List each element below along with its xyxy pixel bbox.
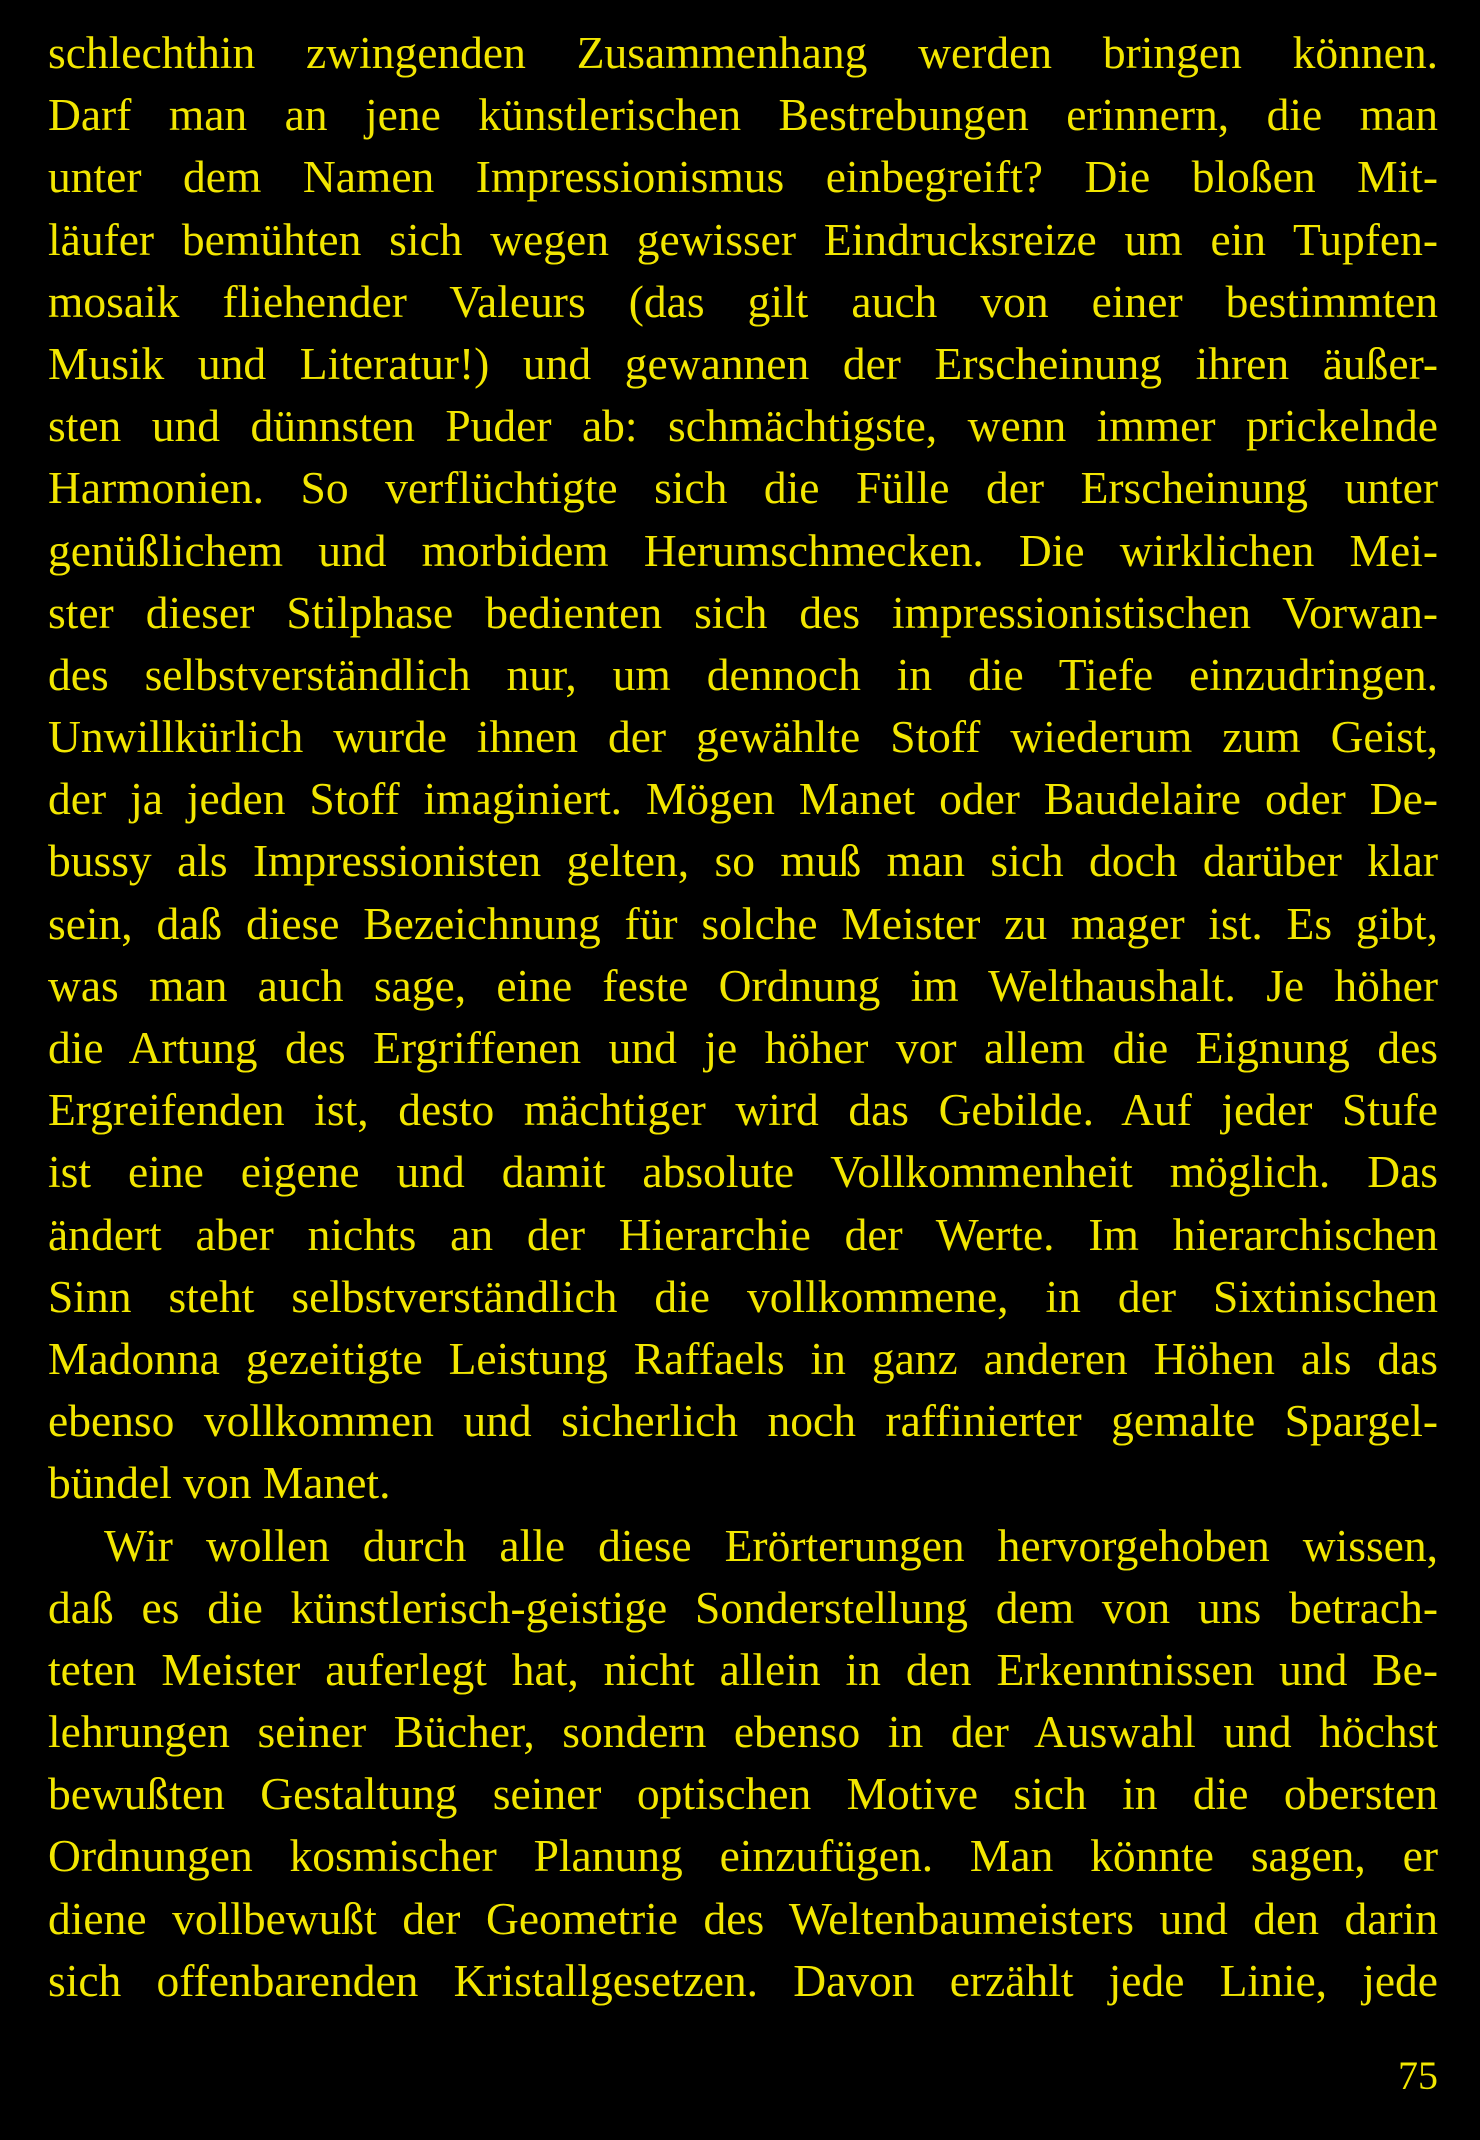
text-line: genüßlichem und morbidem Herumschmecken. Die wirklichen Mei- bbox=[48, 524, 1438, 576]
text-line: sich offenbarenden Kristallgesetzen. Davon erzählt jede Linie, jede bbox=[48, 1954, 1438, 2006]
text-line: bündel von Manet. bbox=[48, 1457, 391, 1509]
paragraph bbox=[48, 22, 1438, 1515]
body-text bbox=[48, 22, 1438, 2012]
text-line: Musik und Literatur!) und gewannen der Erscheinung ihren äußer- bbox=[48, 337, 1438, 389]
text-line: Madonna gezeitigte Leistung Raffaels in ganz anderen Höhen als das bbox=[48, 1332, 1438, 1384]
text-line: Darf man an jene künstlerischen Bestrebungen erinnern, die man bbox=[48, 89, 1438, 141]
text-line: ist eine eigene und damit absolute Vollkommenheit möglich. Das bbox=[48, 1146, 1438, 1198]
text-line: ebenso vollkommen und sicherlich noch raffinierter gemalte Spargel- bbox=[48, 1395, 1438, 1447]
text-line: mosaik fliehender Valeurs (das gilt auch von einer bestimmten bbox=[48, 275, 1438, 327]
text-line: läufer bemühten sich wegen gewisser Eindrucksreize um ein Tupfen- bbox=[48, 213, 1438, 265]
text-line: bussy als Impressionisten gelten, so muß man sich doch darüber klar bbox=[48, 835, 1438, 887]
text-line: diene vollbewußt der Geometrie des Weltenbaumeisters und den darin bbox=[48, 1892, 1438, 1944]
text-line: sten und dünnsten Puder ab: schmächtigste, wenn immer prickelnde bbox=[48, 400, 1438, 452]
text-line: Ordnungen kosmischer Planung einzufügen. Man könnte sagen, er bbox=[48, 1830, 1438, 1882]
text-line: daß es die künstlerisch-geistige Sonderstellung dem von uns betrach- bbox=[48, 1581, 1438, 1633]
text-line: Harmonien. So verflüchtigte sich die Fülle der Erscheinung unter bbox=[48, 462, 1438, 514]
text-line: was man auch sage, eine feste Ordnung im Welthaushalt. Je höher bbox=[48, 959, 1438, 1011]
page-number: 75 bbox=[1398, 2053, 1438, 2098]
text-line: unter dem Namen Impressionismus einbegreift? Die bloßen Mit- bbox=[48, 151, 1438, 203]
text-line: bewußten Gestaltung seiner optischen Motive sich in die obersten bbox=[48, 1768, 1438, 1820]
text-line: sein, daß diese Bezeichnung für solche Meister zu mager ist. Es gibt, bbox=[48, 897, 1438, 949]
text-line: Ergreifenden ist, desto mächtiger wird das Gebilde. Auf jeder Stufe bbox=[48, 1084, 1438, 1136]
text-line: ändert aber nichts an der Hierarchie der Werte. Im hierarchischen bbox=[48, 1208, 1438, 1260]
text-line: lehrungen seiner Bücher, sondern ebenso in der Auswahl und höchst bbox=[48, 1706, 1438, 1758]
text-line: des selbstverständlich nur, um dennoch in die Tiefe einzudringen. bbox=[48, 648, 1438, 700]
paragraph bbox=[48, 1515, 1438, 2013]
text-line: ster dieser Stilphase bedienten sich des impressionistischen Vorwan- bbox=[48, 586, 1438, 638]
text-line: Sinn steht selbstverständlich die vollkommene, in der Sixtinischen bbox=[48, 1270, 1438, 1322]
text-line: die Artung des Ergriffenen und je höher vor allem die Eignung des bbox=[48, 1022, 1438, 1073]
text-line: der ja jeden Stoff imaginiert. Mögen Manet oder Baudelaire oder De- bbox=[48, 773, 1438, 825]
text-line: schlechthin zwingenden Zusammenhang werden bringen können. bbox=[48, 27, 1438, 78]
text-line: Unwillkürlich wurde ihnen der gewählte Stoff wiederum zum Geist, bbox=[48, 711, 1438, 763]
text-line: teten Meister auferlegt hat, nicht allein in den Erkenntnissen und Be- bbox=[48, 1643, 1438, 1695]
text-line: Wir wollen durch alle diese Erörterungen hervorgehoben wissen, bbox=[104, 1519, 1438, 1571]
